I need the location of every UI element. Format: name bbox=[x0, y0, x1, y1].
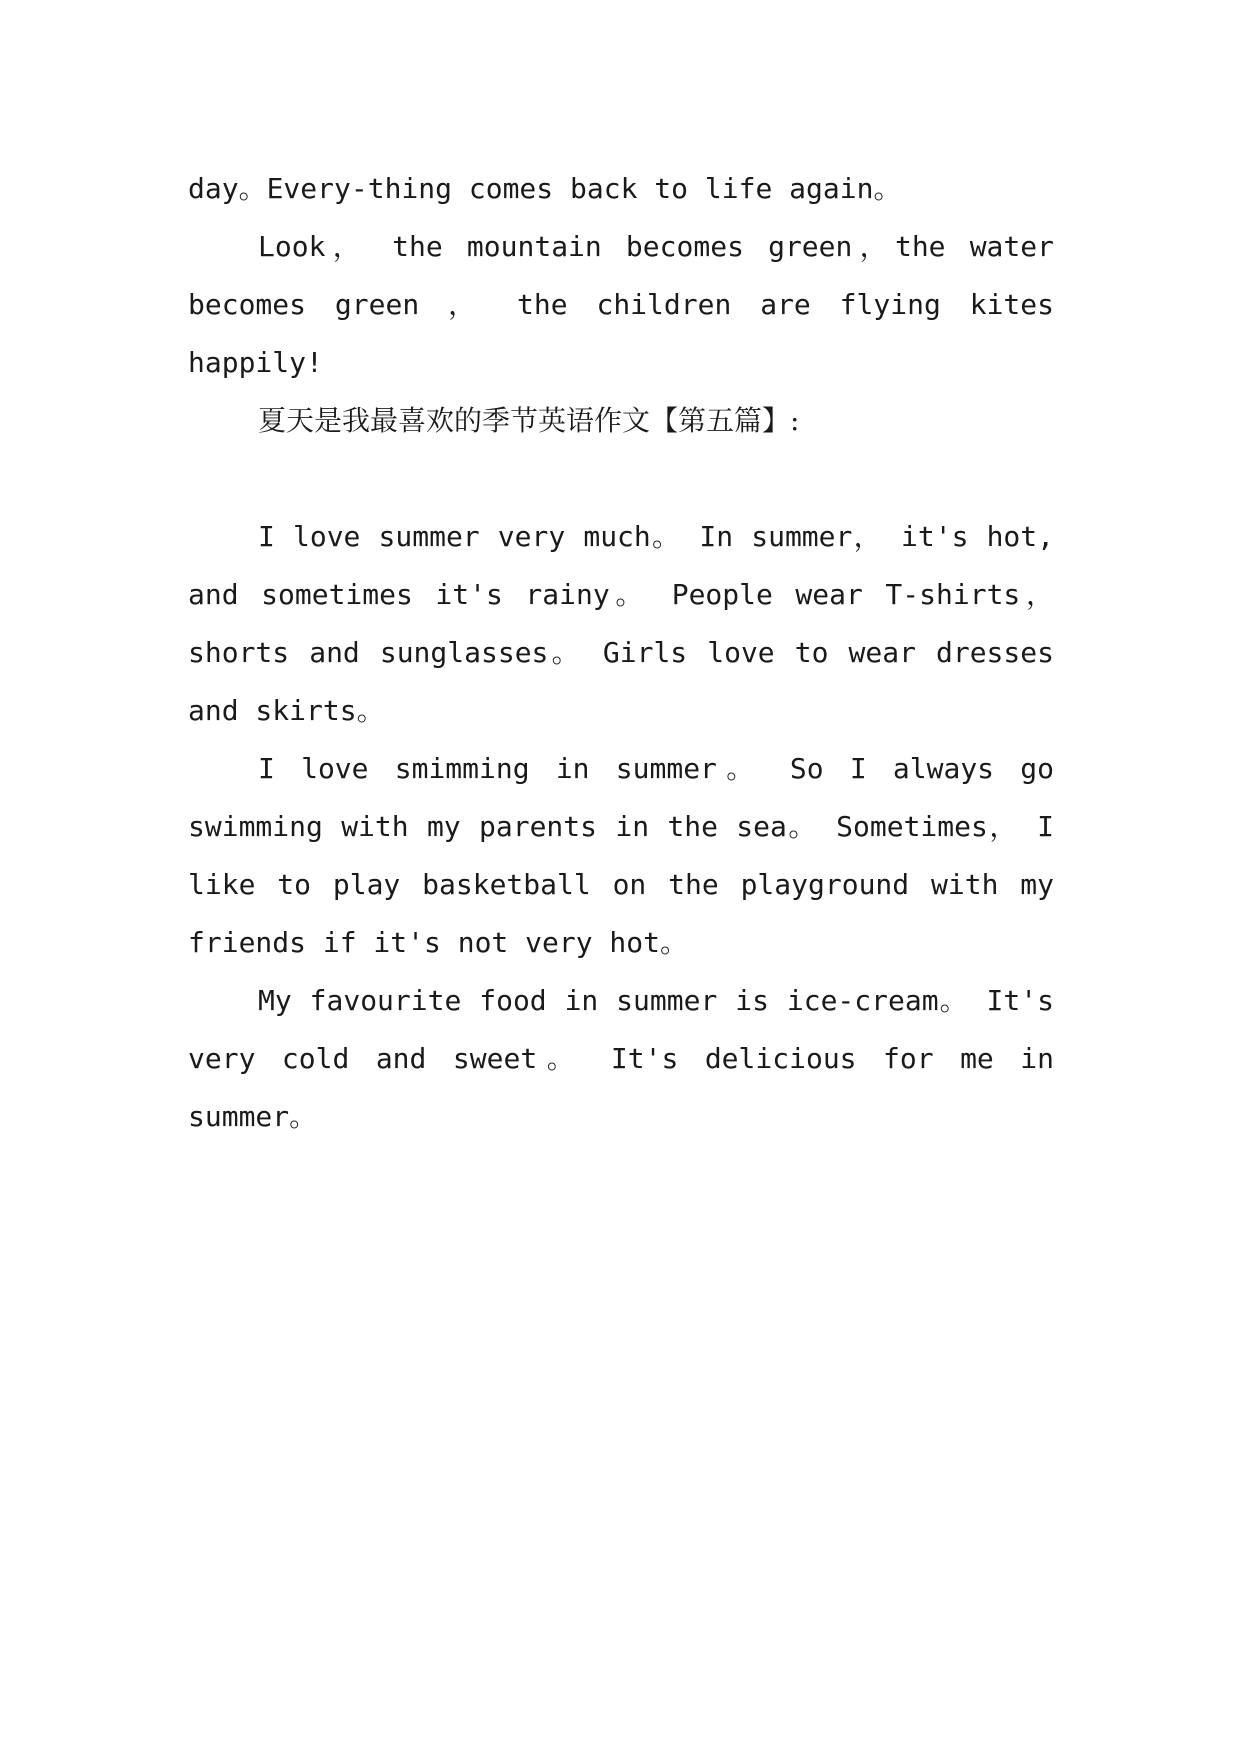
section-heading: 夏天是我最喜欢的季节英语作文【第五篇】: bbox=[258, 404, 800, 437]
paragraph-continuation: day。Every-thing comes back to life again。 bbox=[188, 172, 902, 205]
blank-line bbox=[188, 450, 1054, 508]
paragraph-look: Look， the mountain becomes green，the water becomes green ， the children are flying kites happily! bbox=[188, 230, 1054, 379]
paragraph-swimming: I love smimming in summer。 So I always go swimming with my parents in the sea。 Sometimes， I like to play basketball on the playground with my friends if it's not very hot。 bbox=[188, 752, 1054, 959]
paragraph-favourite-food: My favourite food in summer is ice-cream。 It's very cold and sweet。 It's delicious for me in summer。 bbox=[188, 984, 1054, 1133]
body-text bbox=[188, 160, 1054, 1146]
paragraph-love-summer: I love summer very much。 In summer， it's hot, and sometimes it's rainy。 People wear T-shirts， shorts and sunglasses。 Girls love to wear dresses and skirts。 bbox=[188, 520, 1054, 727]
